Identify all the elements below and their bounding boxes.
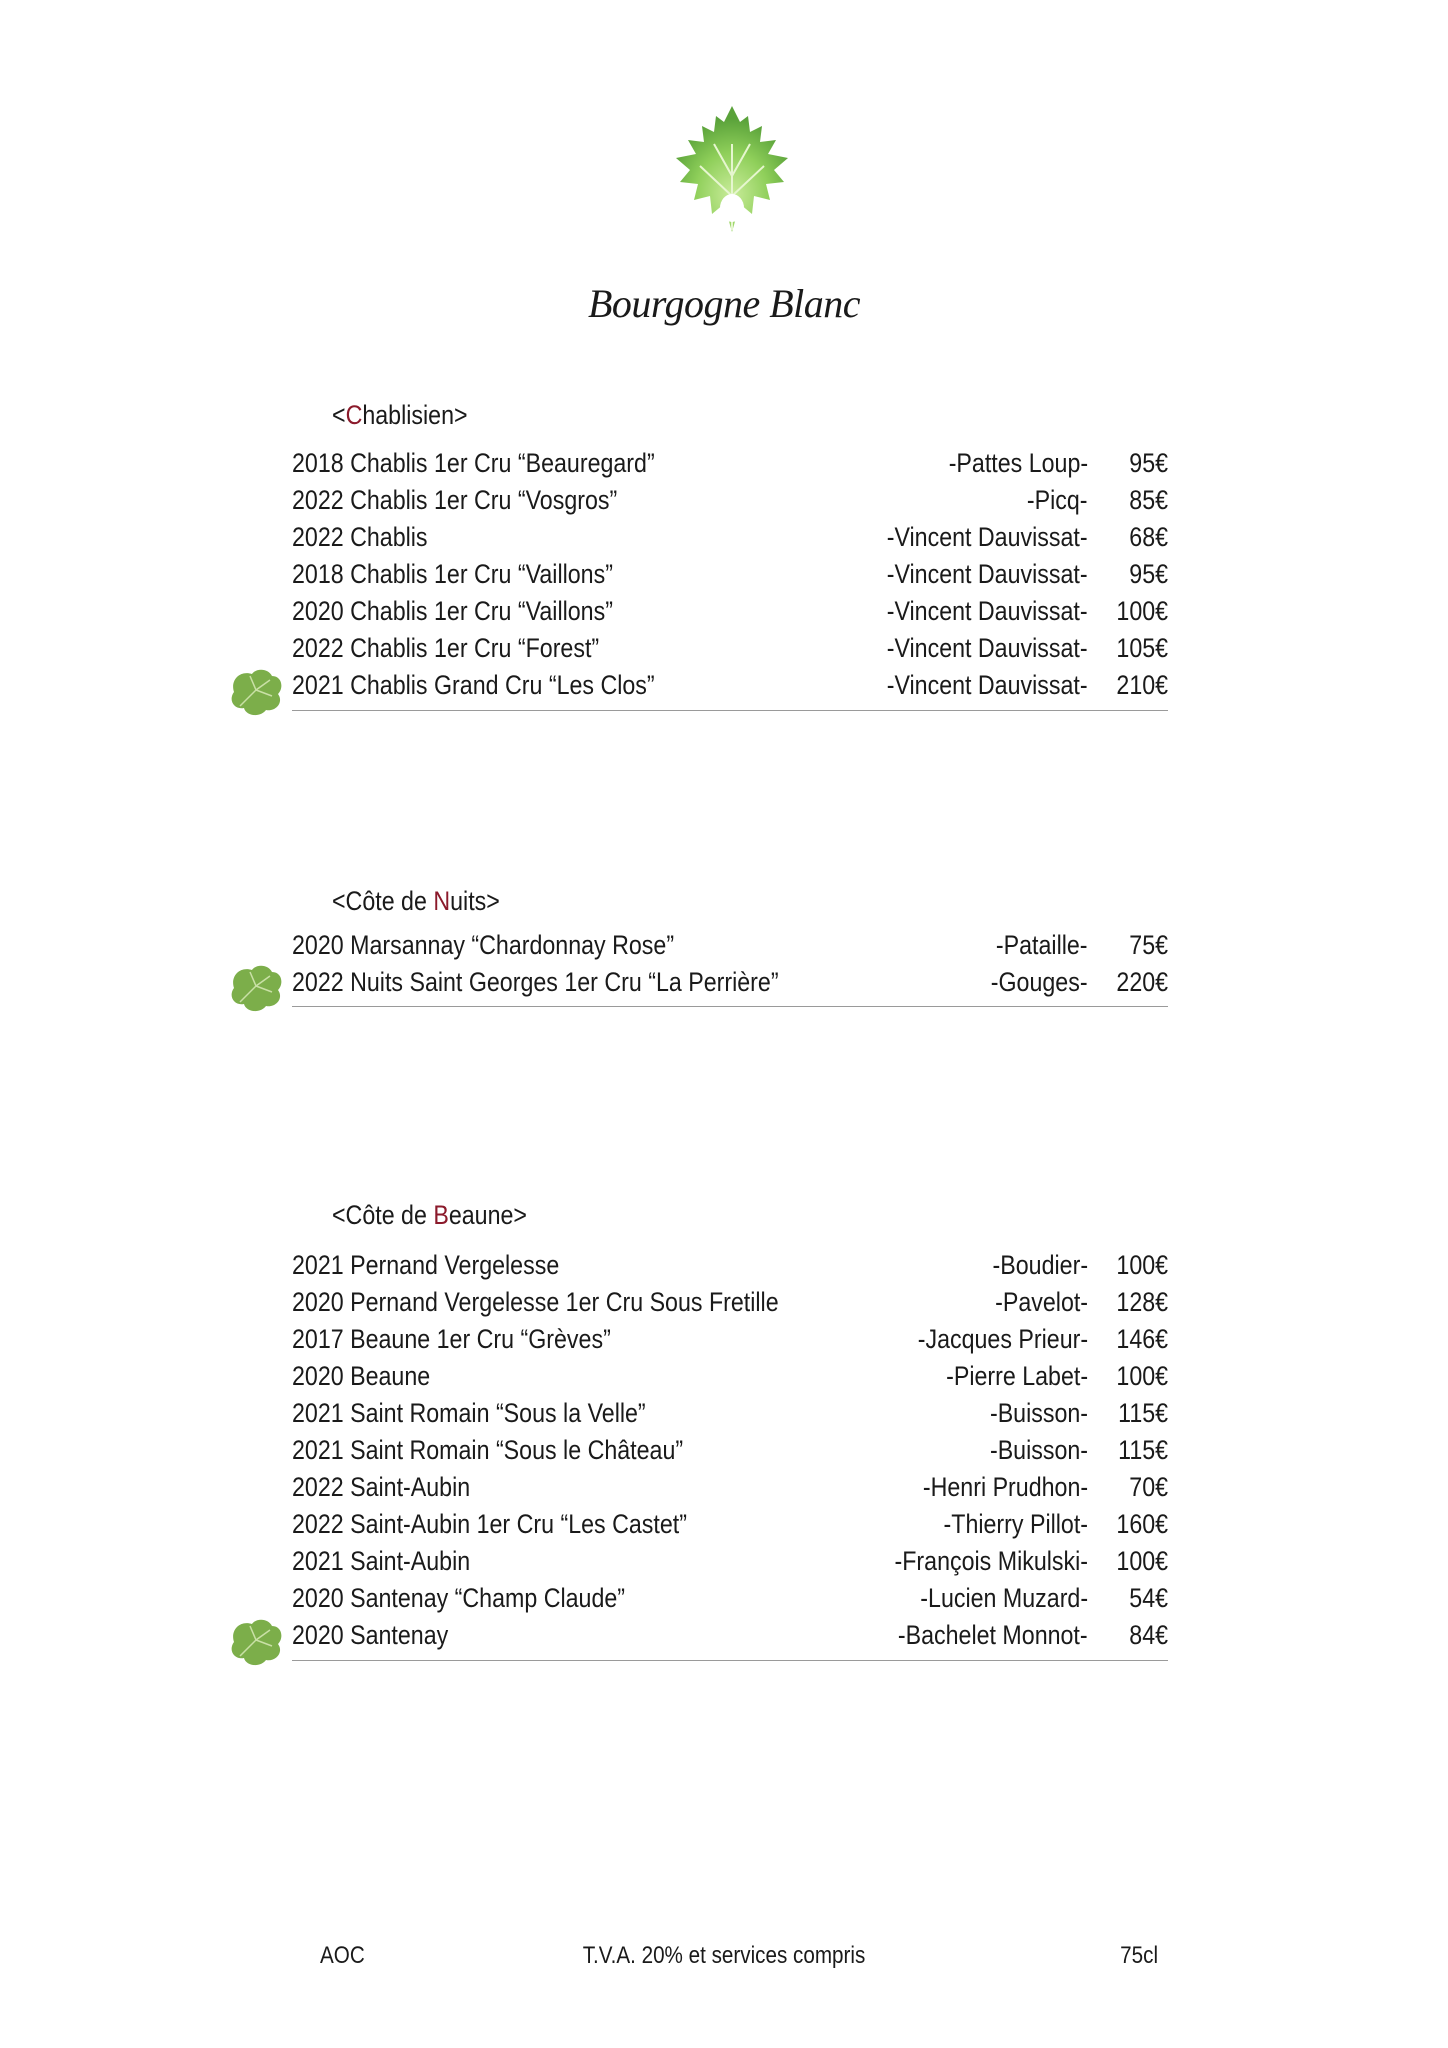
wine-producer: -Gouges- <box>991 967 1088 997</box>
footer-volume: 75cl <box>1120 1942 1158 1969</box>
wine-price: 220€ <box>1116 967 1168 997</box>
wine-price: 84€ <box>1129 1620 1168 1650</box>
wine-row <box>0 1398 1448 1435</box>
wine-name: 2021 Pernand Vergelesse <box>292 1250 560 1280</box>
wine-row <box>0 559 1448 596</box>
wine-price: 100€ <box>1116 1250 1168 1280</box>
wine-price: 128€ <box>1116 1287 1168 1317</box>
wine-price: 100€ <box>1116 596 1168 626</box>
wine-name: 2021 Saint Romain “Sous le Château” <box>292 1435 684 1465</box>
wine-row <box>0 1250 1448 1287</box>
wine-row <box>0 670 1448 707</box>
footer-tax-note: T.V.A. 20% et services compris <box>582 1942 866 1969</box>
wine-row <box>0 967 1448 1004</box>
wine-producer: -Vincent Dauvissat- <box>887 670 1088 700</box>
wine-producer: -Pavelot- <box>995 1287 1088 1317</box>
section-divider <box>292 710 1168 711</box>
vine-leaf-icon <box>670 104 794 234</box>
wine-row <box>0 1509 1448 1546</box>
wine-producer: -Pataille- <box>996 930 1088 960</box>
wine-producer: -Picq- <box>1027 485 1088 515</box>
wine-producer: -Vincent Dauvissat- <box>887 522 1088 552</box>
wine-row <box>0 1435 1448 1472</box>
wine-row <box>0 1324 1448 1361</box>
wine-price: 160€ <box>1116 1509 1168 1539</box>
wine-row <box>0 485 1448 522</box>
wine-producer: -Thierry Pillot- <box>943 1509 1088 1539</box>
wine-producer: -Pierre Labet- <box>946 1361 1088 1391</box>
wine-producer: -Jacques Prieur- <box>917 1324 1088 1354</box>
wine-name: 2020 Marsannay “Chardonnay Rose” <box>292 930 675 960</box>
wine-name: 2018 Chablis 1er Cru “Beauregard” <box>292 448 655 478</box>
wine-row <box>0 1620 1448 1657</box>
wine-row <box>0 1361 1448 1398</box>
wine-price: 210€ <box>1116 670 1168 700</box>
wine-row <box>0 1472 1448 1509</box>
wine-name: 2020 Santenay “Champ Claude” <box>292 1583 626 1613</box>
wine-price: 105€ <box>1116 633 1168 663</box>
wine-name: 2020 Santenay <box>292 1620 449 1650</box>
wine-row <box>0 1287 1448 1324</box>
wine-producer: -Henri Prudhon- <box>922 1472 1088 1502</box>
wine-row <box>0 596 1448 633</box>
wine-price: 100€ <box>1116 1546 1168 1576</box>
wine-name: 2022 Saint-Aubin <box>292 1472 471 1502</box>
wine-price: 146€ <box>1116 1324 1168 1354</box>
wine-name: 2022 Saint-Aubin 1er Cru “Les Castet” <box>292 1509 687 1539</box>
wine-name: 2020 Pernand Vergelesse 1er Cru Sous Fretille <box>292 1287 779 1317</box>
wine-name: 2022 Chablis 1er Cru “Forest” <box>292 633 600 663</box>
wine-row <box>0 930 1448 967</box>
wine-name: 2022 Chablis 1er Cru “Vosgros” <box>292 485 618 515</box>
wine-producer: -Pattes Loup- <box>948 448 1088 478</box>
wine-producer: -Bachelet Monnot- <box>898 1620 1088 1650</box>
page-title: Bourgogne Blanc <box>587 281 861 326</box>
section-heading: <Côte de Nuits> <box>332 886 500 916</box>
wine-producer: -Boudier- <box>992 1250 1088 1280</box>
wine-producer: -Lucien Muzard- <box>920 1583 1088 1613</box>
wine-row <box>0 1546 1448 1583</box>
wine-producer: -Vincent Dauvissat- <box>887 559 1088 589</box>
wine-name: 2022 Chablis <box>292 522 428 552</box>
wine-name: 2020 Beaune <box>292 1361 431 1391</box>
wine-row <box>0 448 1448 485</box>
wine-row <box>0 522 1448 559</box>
wine-price: 115€ <box>1118 1435 1168 1465</box>
section-heading: <Côte de Beaune> <box>332 1200 527 1230</box>
section-divider <box>292 1660 1168 1661</box>
section-heading: <Chablisien> <box>332 400 468 430</box>
wine-price: 85€ <box>1129 485 1168 515</box>
wine-producer: -Buisson- <box>989 1398 1088 1428</box>
wine-name: 2020 Chablis 1er Cru “Vaillons” <box>292 596 613 626</box>
wine-price: 68€ <box>1129 522 1168 552</box>
vine-leaf-icon <box>226 962 284 1014</box>
wine-name: 2018 Chablis 1er Cru “Vaillons” <box>292 559 613 589</box>
vine-leaf-icon <box>226 666 284 718</box>
wine-producer: -Vincent Dauvissat- <box>887 596 1088 626</box>
wine-producer: -Vincent Dauvissat- <box>887 633 1088 663</box>
wine-producer: -François Mikulski- <box>894 1546 1088 1576</box>
wine-row <box>0 1583 1448 1620</box>
wine-name: 2022 Nuits Saint Georges 1er Cru “La Perrière” <box>292 967 779 997</box>
wine-price: 75€ <box>1129 930 1168 960</box>
section-divider <box>292 1006 1168 1007</box>
footer-aoc: AOC <box>320 1942 365 1969</box>
wine-producer: -Buisson- <box>989 1435 1088 1465</box>
wine-name: 2021 Saint Romain “Sous la Velle” <box>292 1398 646 1428</box>
wine-price: 115€ <box>1118 1398 1168 1428</box>
wine-name: 2017 Beaune 1er Cru “Grèves” <box>292 1324 611 1354</box>
wine-price: 70€ <box>1129 1472 1168 1502</box>
wine-name: 2021 Saint-Aubin <box>292 1546 471 1576</box>
wine-name: 2021 Chablis Grand Cru “Les Clos” <box>292 670 655 700</box>
wine-price: 95€ <box>1129 448 1168 478</box>
vine-leaf-icon <box>226 1616 284 1668</box>
wine-price: 54€ <box>1129 1583 1168 1613</box>
wine-row <box>0 633 1448 670</box>
wine-price: 100€ <box>1116 1361 1168 1391</box>
wine-price: 95€ <box>1129 559 1168 589</box>
